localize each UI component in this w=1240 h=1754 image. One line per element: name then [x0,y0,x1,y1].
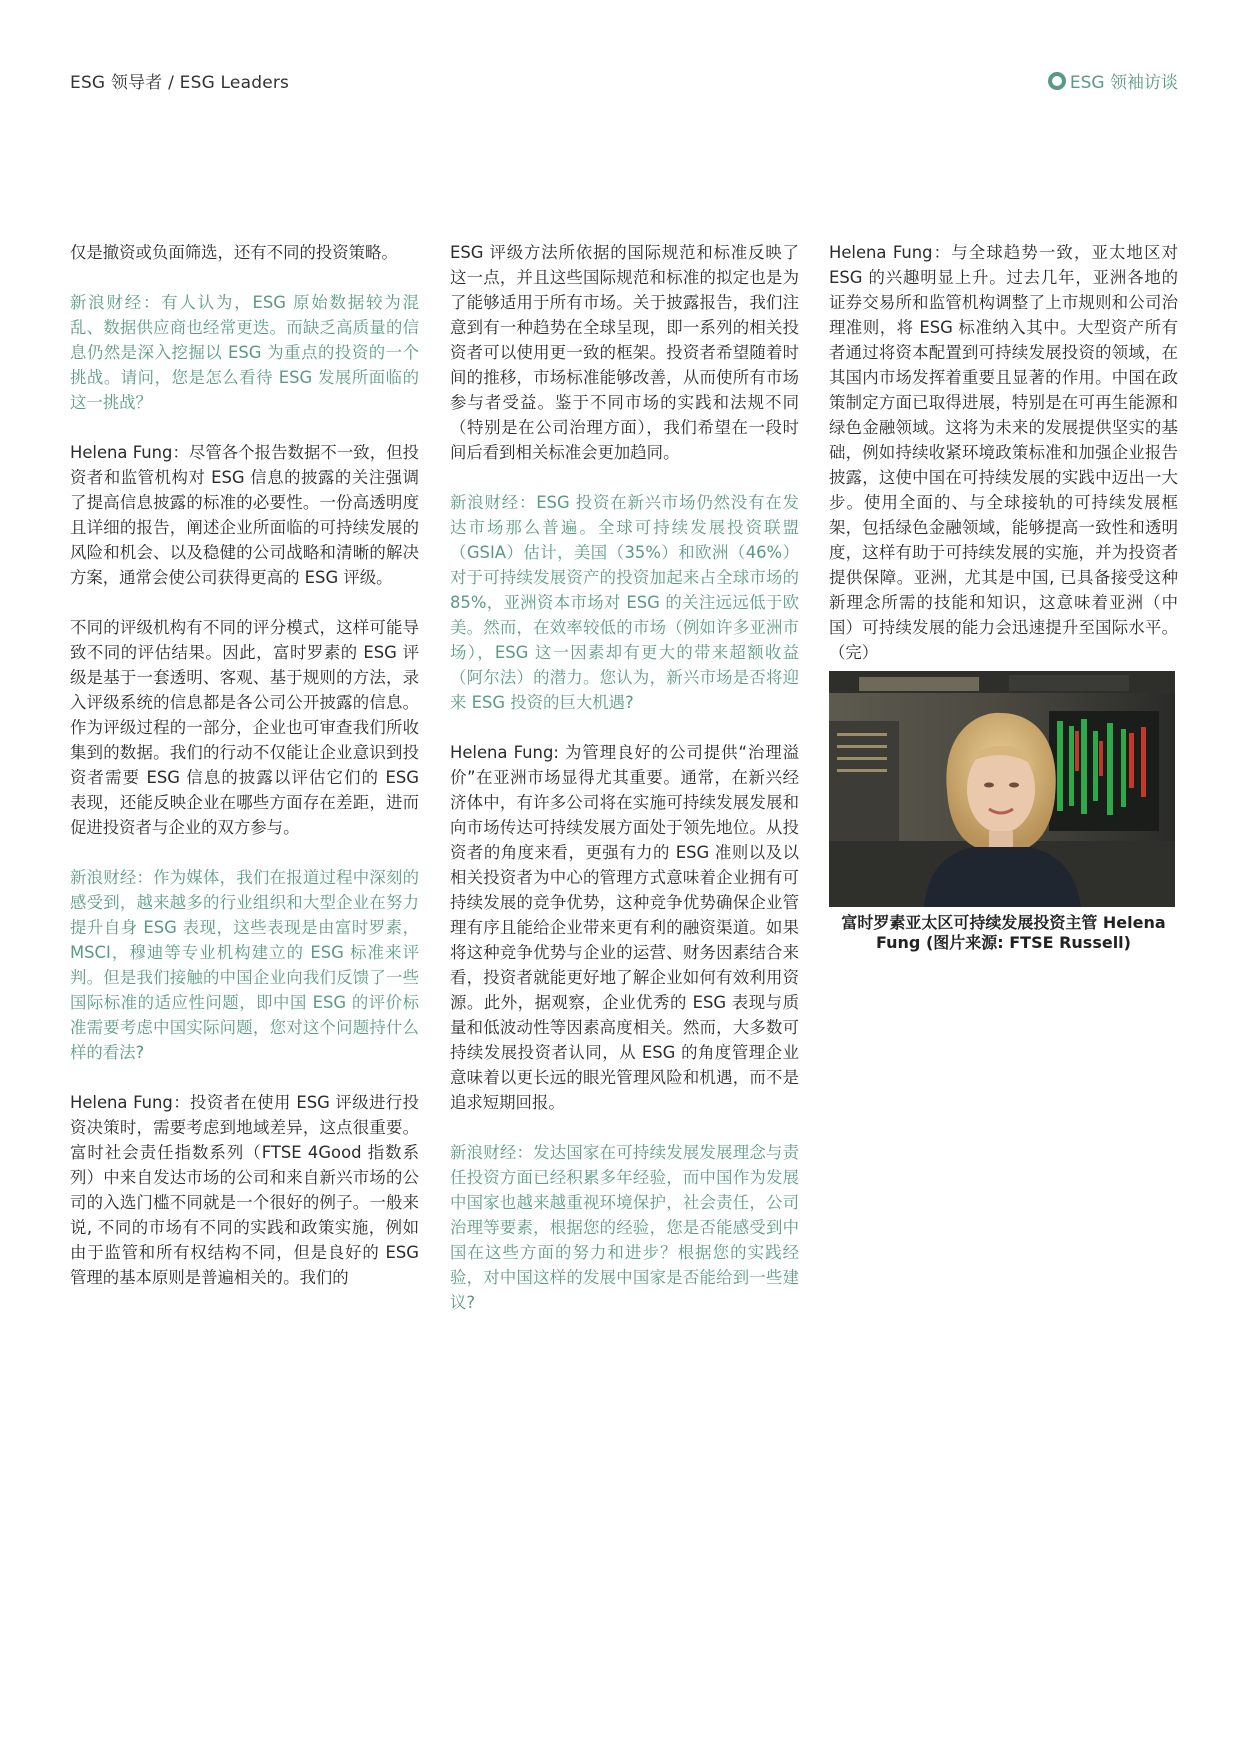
article-column-3 [829,240,1178,953]
ring-icon [1048,72,1066,90]
portrait-photo [829,671,1175,907]
interview-question: 新浪财经：发达国家在可持续发展发展理念与责任投资方面已经积累多年经验，而中国作为发展中国家也越来越重视环境保护，社会责任，公司治理等要素，根据您的经验，您是否能感受到中国在这些方面的努力和进步？根据您的实践经验，对中国这样的发展中国家是否能给到一些建议? [450,1143,799,1312]
photo-caption: 富时罗素亚太区可持续发展投资主管 Helena Fung (图片来源: FTSE Russell) [841,913,1166,952]
article-column-1 [70,240,419,1315]
running-header-right [1048,68,1178,93]
paragraph: ESG 评级方法所依据的国际规范和标准反映了这一点，并且这些国际规范和标准的拟定也是为了能够适用于所有市场。关于披露报告，我们注意到有一种趋势在全球呈现，即一系列的相关投资者可以使用更一致的框架。投资者希望随着时间的推移，市场标准能够改善，从而使所有市场参与者受益。鉴于不同市场的实践和法规不同（特别是在公司治理方面），我们希望在一段时间后看到相关标准会更加趋同。 [450,243,799,462]
paragraph: 不同的评级机构有不同的评分模式，这样可能导致不同的评估结果。因此，富时罗素的 ESG 评级是基于一套透明、客观、基于规则的方法，录入评级系统的信息都是各公司公开披露的信息。作为评级过程的一部分，企业也可审查我们所收集到的数据。我们的行动不仅能让企业意识到投资者需要 ESG 信息的披露以评估它们的 ESG 表现，还能反映企业在哪些方面存在差距，进而促进投资者与企业的双方参与。 [70,618,419,837]
interview-question: 新浪财经：ESG 投资在新兴市场仍然没有在发达市场那么普遍。全球可持续发展投资联盟（GSIA）估计，美国（35%）和欧洲（46%）对于可持续发展资产的投资加起来占全球市场的 85%，亚洲资本市场对 ESG 的关注远远低于欧美。然而，在效率较低的市场（例如许多亚洲市场），ESG 这一因素却有更大的带来超额收益（阿尔法）的潜力。您认为，新兴市场是否将迎来 ESG 投资的巨大机遇? [450,493,799,712]
article-column-2 [450,240,799,1340]
interview-question: 新浪财经：有人认为，ESG 原始数据较为混乱、数据供应商也经常更迭。而缺乏高质量的信息仍然是深入挖掘以 ESG 为重点的投资的一个挑战。请问，您是怎么看待 ESG 发展所面临的这一挑战？ [70,293,419,412]
running-header-left: ESG 领导者 / ESG Leaders [70,73,290,93]
interview-question: 新浪财经：作为媒体，我们在报道过程中深刻的感受到，越来越多的行业组织和大型企业在努力提升自身 ESG 表现，这些表现是由富时罗素，MSCI，穆迪等专业机构建立的 ESG 标准来评判。但是我们接触的中国企业向我们反馈了一些国际标准的适应性问题，即中国 ESG 的评价标准需要考虑中国实际问题，您对这个问题持什么样的看法? [70,868,419,1062]
paragraph: 仅是撤资或负面筛选，还有不同的投资策略。 [70,243,398,262]
interview-answer: Helena Fung：投资者在使用 ESG 评级进行投资决策时，需要考虑到地域差异，这点很重要。富时社会责任指数系列（FTSE 4Good 指数系列）中来自发达市场的公司和来自新兴市场的公司的入选门槛不同就是一个很好的例子。一般来说, 不同的市场有不同的实践和政策实施，例如由于监管和所有权结构不同，但是良好的 ESG 管理的基本原则是普遍相关的。我们的 [70,1093,419,1287]
interview-answer: Helena Fung: 为管理良好的公司提供“治理溢价”在亚洲市场显得尤其重要。通常，在新兴经济体中，有许多公司将在实施可持续发展发展和向市场传达可持续发展方面处于领先地位。从投资者的角度来看，更强有力的 ESG 准则以及以相关投资者为中心的管理方式意味着企业拥有可持续发展的竞争优势，这种竞争优势确保企业管理有序且能给企业带来更有利的融资渠道。如果将这种竞争优势与企业的运营、财务因素结合来看，投资者就能更好地了解企业如何有效利用资源。此外，据观察，企业优秀的 ESG 表现与质量和低波动性等因素高度相关。然而，大多数可持续发展投资者认同，从 ESG 的角度管理企业意味着以更长远的眼光管理风险和机遇，而不是追求短期回报。 [450,743,799,1112]
interview-answer: Helena Fung：尽管各个报告数据不一致，但投资者和监管机构对 ESG 信息的披露的关注强调了提高信息披露的标准的必要性。一份高透明度且详细的报告，阐述企业所面临的可持续发展的风险和机会、以及稳健的公司战略和清晰的解决方案，通常会使公司获得更高的 ESG 评级。 [70,443,419,587]
interview-answer: Helena Fung：与全球趋势一致，亚太地区对 ESG 的兴趣明显上升。过去几年，亚洲各地的证券交易所和监管机构调整了上市规则和公司治理准则，将 ESG 标准纳入其中。大型资产所有者通过将资本配置到可持续发展投资的领域，在其国内市场发挥着重要且显著的作用。中国在政策制定方面已取得进展，特别是在可再生能源和绿色金融领域。这将为未来的发展提供坚实的基础，例如持续收紧环境政策标准和加强企业报告披露，这使中国在可持续发展的实践中迈出一大步。使用全面的、与全球接轨的可持续发展框架，包括绿色金融领域，能够提高一致性和透明度，这样有助于可持续发展的实施，并为投资者提供保障。亚洲，尤其是中国, 已具备接受这种新理念所需的技能和知识，这意味着亚洲（中国）可持续发展的能力会迅速提升至国际水平。（完） [829,243,1178,662]
section-label: ESG 领袖访谈 [1069,73,1178,93]
